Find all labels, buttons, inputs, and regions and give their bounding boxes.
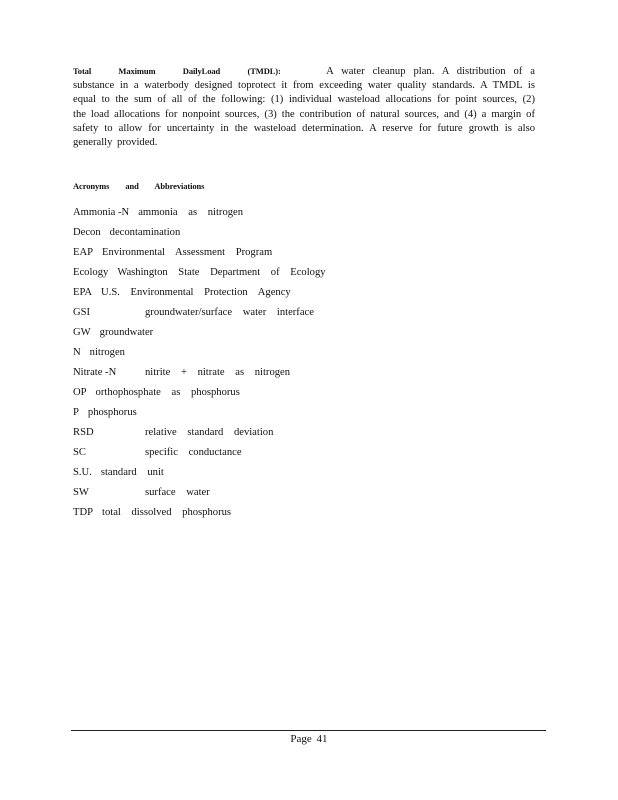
tmdl-definition-text: A water cleanup plan. A distribution of a substance in a waterbody designed toprotect it from exceeding water quality standards. A TMDL is equal to the sum of all of the following: (1) individual wasteload allocations for point sources, (2) the load allocations for nonpoint sources, (3) the contribution of natural sources, and (4) a margin of safety to allow for uncertainty in the wasteload determination. A reserve for future growth is also generally provided. — [73, 66, 535, 149]
acronym-meaning: specific conductance — [145, 447, 242, 458]
acronym-abbr: Decon — [73, 227, 101, 238]
acronym-meaning: orthophosphate as phosphorus — [95, 387, 240, 398]
acronym-row — [73, 205, 473, 225]
acronym-meaning: ammonia as nitrogen — [138, 207, 244, 218]
acronym-list — [73, 205, 473, 525]
acronym-row — [73, 505, 473, 525]
acronym-row — [73, 425, 473, 445]
acronym-meaning: groundwater — [99, 327, 154, 338]
acronym-row — [73, 265, 473, 285]
acronym-abbr: EAP — [73, 247, 94, 258]
acronym-abbr: N — [73, 347, 81, 358]
page-number: Page 41 — [290, 733, 328, 745]
acronym-abbr: SW — [73, 487, 89, 498]
acronym-row — [73, 325, 473, 345]
acronym-row — [73, 405, 473, 425]
acronym-abbr: GW — [73, 327, 91, 338]
acronym-abbr: EPA — [73, 287, 93, 298]
acronym-meaning: groundwater/surface water interface — [145, 307, 314, 318]
acronym-meaning: U.S. Environmental Protection Agency — [101, 287, 291, 298]
acronym-abbr: TDP — [73, 507, 94, 518]
acronyms-heading: Acronyms and Abbreviations — [73, 181, 205, 191]
acronym-row — [73, 485, 473, 505]
footer-rule — [71, 730, 546, 731]
acronym-meaning: total dissolved phosphorus — [102, 507, 232, 518]
acronym-meaning: phosphorus — [87, 407, 137, 418]
acronym-abbr: SC — [73, 447, 86, 458]
acronym-row — [73, 445, 473, 465]
acronym-meaning: nitrite + nitrate as nitrogen — [145, 367, 291, 378]
acronym-abbr: Ecology — [73, 267, 109, 278]
acronym-row — [73, 225, 473, 245]
acronym-abbr: OP — [73, 387, 87, 398]
acronym-meaning: decontamination — [109, 227, 181, 238]
tmdl-term: Total Maximum DailyLoad (TMDL): — [73, 66, 281, 76]
acronym-row — [73, 345, 473, 365]
acronym-meaning: Washington State Department of Ecology — [117, 267, 326, 278]
acronym-row — [73, 385, 473, 405]
acronym-abbr: GSI — [73, 307, 91, 318]
tmdl-definition — [73, 64, 535, 150]
acronym-abbr: P — [73, 407, 79, 418]
acronym-abbr: Nitrate -N — [73, 367, 117, 378]
acronym-meaning: standard unit — [100, 467, 164, 478]
acronym-abbr: Ammonia -N — [73, 207, 130, 218]
acronym-row — [73, 285, 473, 305]
acronym-abbr: RSD — [73, 427, 94, 438]
acronym-row — [73, 245, 473, 265]
acronym-meaning: Environmental Assessment Program — [102, 247, 273, 258]
acronym-row — [73, 465, 473, 485]
acronym-row — [73, 305, 473, 325]
acronym-abbr: S.U. — [73, 467, 92, 478]
acronym-meaning: relative standard deviation — [145, 427, 274, 438]
acronym-row — [73, 365, 473, 385]
acronym-meaning: nitrogen — [89, 347, 125, 358]
acronym-meaning: surface water — [145, 487, 210, 498]
